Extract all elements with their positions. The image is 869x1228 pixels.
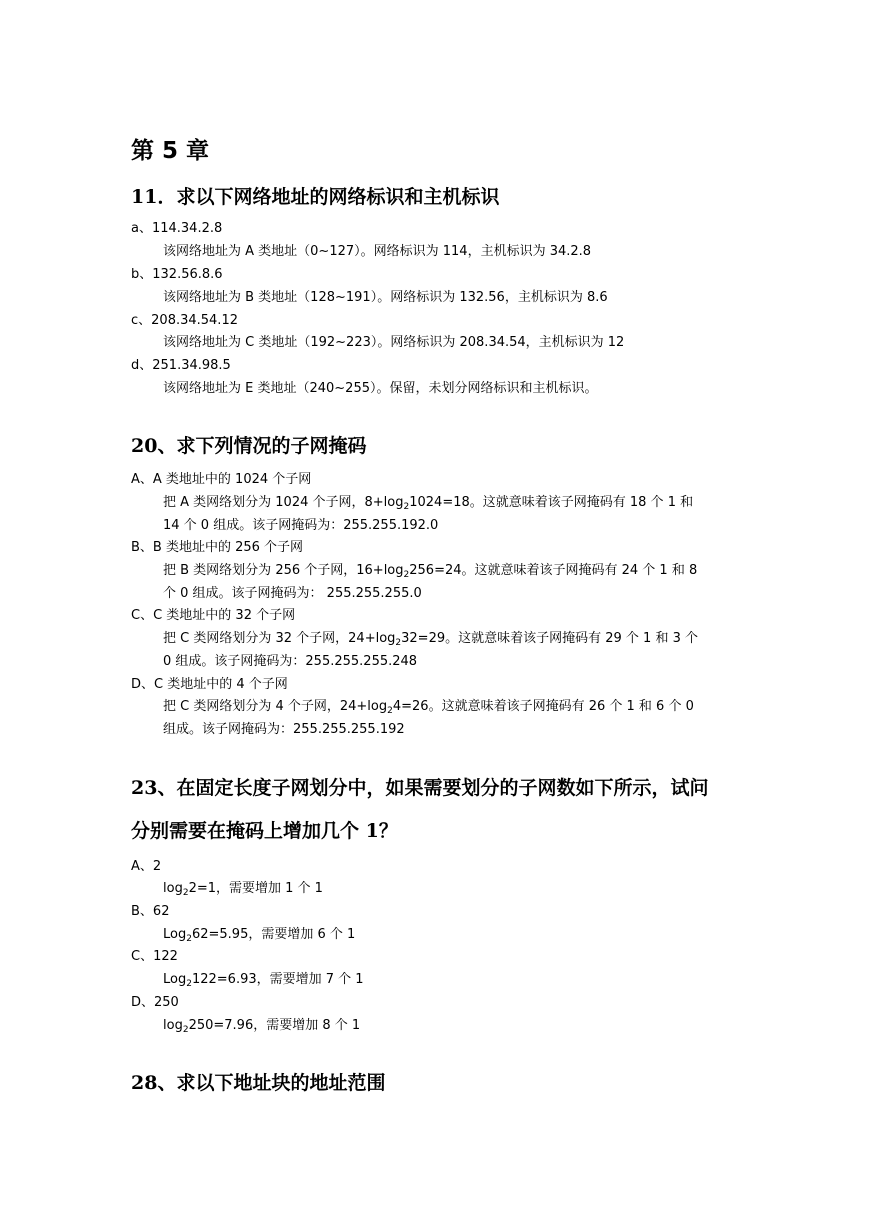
q11-item-d-answer: 该网络地址为 E 类地址（240~255）。保留，未划分网络标识和主机标识。 [163, 381, 598, 396]
q20-item-c-answer-line2: 0 组成。该子网掩码为：255.255.255.248 [163, 654, 418, 669]
q20-item-d-label: D、C 类地址中的 4 个子网 [131, 677, 288, 692]
section-23-title-line1: 23、在固定长度子网划分中，如果需要划分的子网数如下所示，试问 [131, 777, 709, 799]
q23-item-c-answer: Log$_2$122=6.93，需要增加 7 个 1 [163, 972, 364, 989]
q20-item-a-answer-line1: 把 A 类网络划分为 1024 个子网，$8+\log_21024=18$。这就意味着该子网掩码有 18 个 1 和 [163, 495, 694, 512]
q20-item-c-label: C、C 类地址中的 32 个子网 [131, 608, 296, 623]
q23-item-b-answer: Log$_2$62=5.95，需要增加 6 个 1 [163, 927, 356, 944]
q11-item-c-answer: 该网络地址为 C 类地址（192~223）。网络标识为 208.34.54，主机标识为 12 [163, 335, 625, 350]
q20-item-c-answer-line1: 把 C 类网络划分为 32 个子网，$24+\log_232=29$。这就意味着该子网掩码有 29 个 1 和 3 个 [163, 631, 698, 648]
section-28-title: 28、求以下地址块的地址范围 [131, 1072, 386, 1094]
q11-item-c-label: c、208.34.54.12 [131, 313, 238, 328]
q20-item-d-answer-line2: 组成。该子网掩码为：255.255.255.192 [163, 722, 405, 737]
q20-item-a-label: A、A 类地址中的 1024 个子网 [131, 472, 312, 487]
section-23-title-line2: 分别需要在掩码上增加几个 1？ [131, 820, 398, 842]
q23-item-a-answer: $\log_22=1$，需要增加 1 个 1 [163, 881, 323, 898]
q23-item-d-label: D、250 [131, 995, 179, 1010]
q11-item-b-answer: 该网络地址为 B 类地址（128~191）。网络标识为 132.56，主机标识为 8.6 [163, 290, 608, 305]
q23-item-a-label: A、2 [131, 859, 162, 874]
q20-item-a-answer-line2: 14 个 0 组成。该子网掩码为：255.255.192.0 [163, 518, 439, 533]
q20-item-b-answer-line1: 把 B 类网络划分为 256 个子网，$16+\log_2256=24$。这就意味着该子网掩码有 24 个 1 和 8 [163, 563, 698, 580]
q20-item-b-label: B、B 类地址中的 256 个子网 [131, 540, 304, 555]
q23-item-c-label: C、122 [131, 949, 178, 964]
q20-item-d-answer-line1: 把 C 类网络划分为 4 个子网，$24+\log_24=26$。这就意味着该子网掩码有 26 个 1 和 6 个 0 [163, 699, 694, 716]
section-20-title: 20、求下列情况的子网掩码 [131, 435, 367, 457]
q11-item-a-label: a、114.34.2.8 [131, 221, 223, 236]
section-11-title: 11．求以下网络地址的网络标识和主机标识 [131, 186, 500, 208]
q23-item-d-answer: $\log_2250=7.96$，需要增加 8 个 1 [163, 1018, 361, 1035]
chapter-title: 第 5 章 [131, 138, 210, 164]
q11-item-a-answer: 该网络地址为 A 类地址（0~127）。网络标识为 114，主机标识为 34.2.8 [163, 244, 592, 259]
q23-item-b-label: B、62 [131, 904, 170, 919]
q11-item-d-label: d、251.34.98.5 [131, 358, 231, 373]
q11-item-b-label: b、132.56.8.6 [131, 267, 223, 282]
q20-item-b-answer-line2: 个 0 组成。该子网掩码为： 255.255.255.0 [163, 586, 422, 601]
